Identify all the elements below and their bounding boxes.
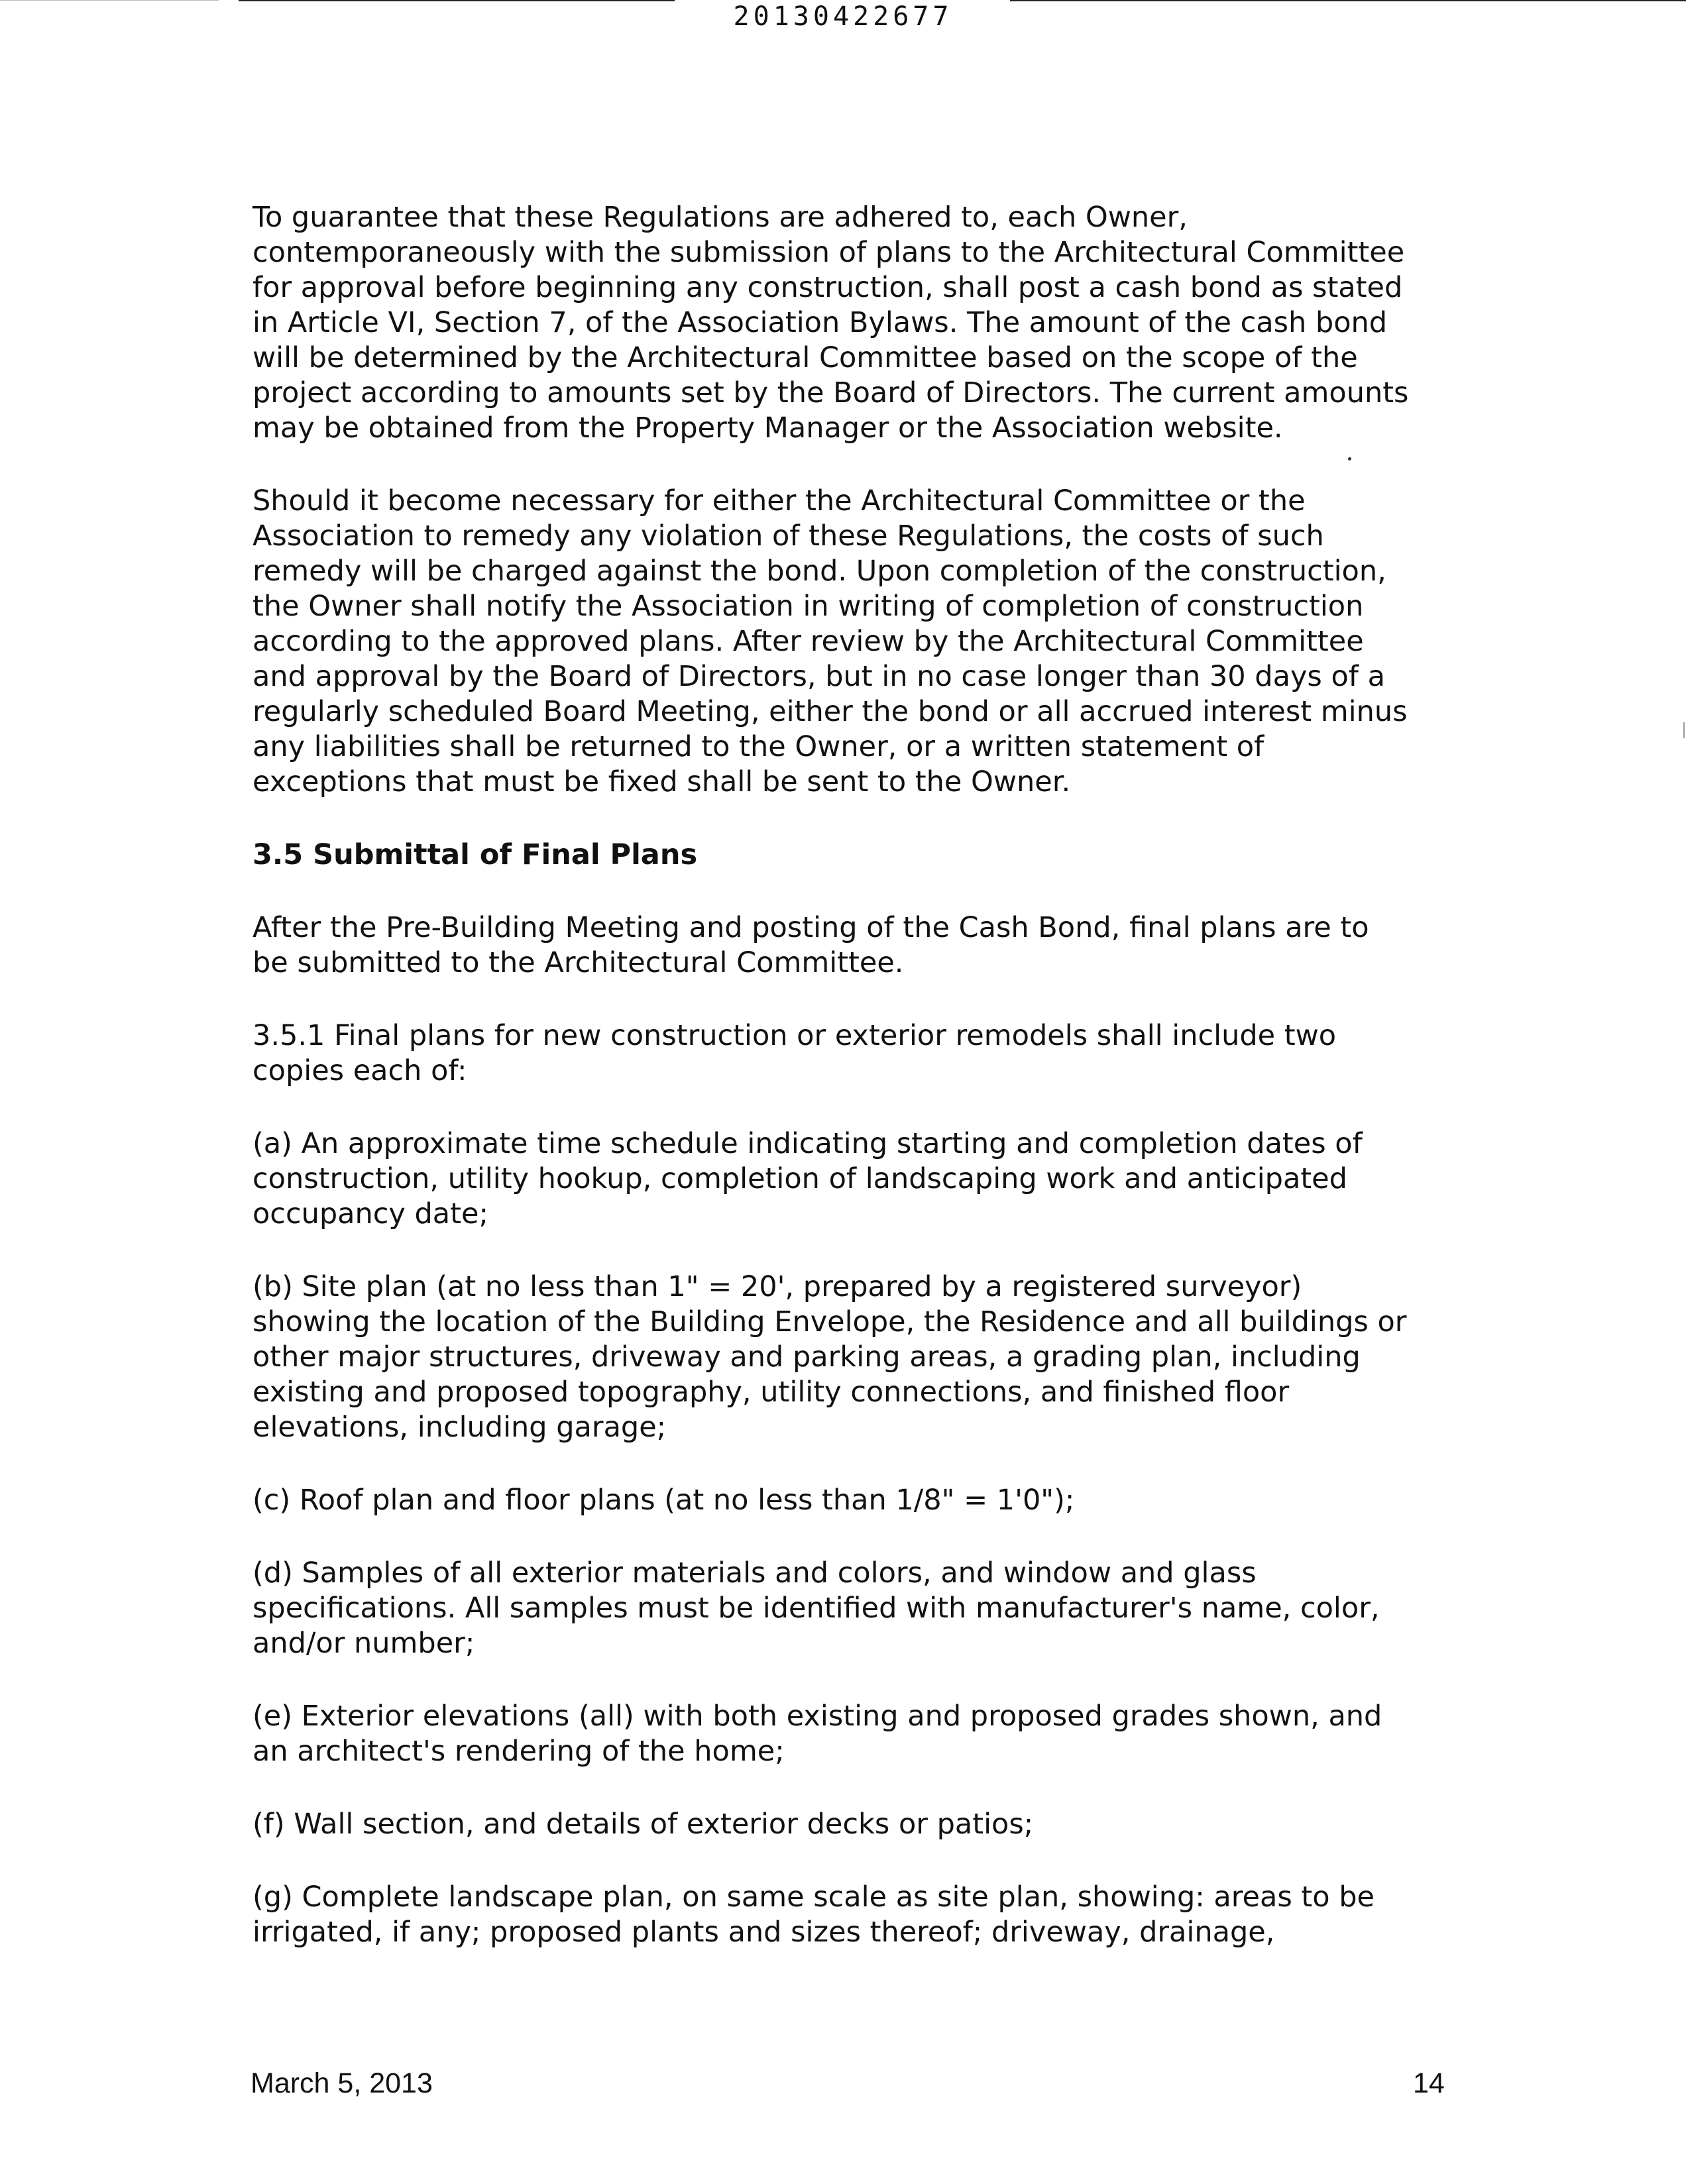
intro-paragraph: After the Pre-Building Meeting and posting of the Cash Bond, final plans are to be submitted to the Architectural Committee. — [253, 911, 1369, 979]
document-number: 20130422677 — [733, 1, 953, 32]
scan-edge-line — [0, 0, 219, 1]
scan-edge-mark — [1683, 722, 1685, 738]
bond-paragraph: To guarantee that these Regulations are adhered to, each Owner, contemporaneously with the submission of plans to the Architectural Committee for approval before beginning any construction, shall post a cash bond as stated in Article VI, Section 7, of the Association Bylaws. The amount of the cash bond will be determined by the Architectural Committee based on the scope of the project according to amounts set by the Board of Directors. The current amounts may be obtained from the Property Manager or the Association website. — [253, 201, 1409, 445]
list-item-d: (d) Samples of all exterior materials and colors, and window and glass specifications. All samples must be identified with manufacturer's name, color, and/or number; — [253, 1556, 1380, 1660]
section-heading: 3.5 Submittal of Final Plans — [253, 838, 698, 871]
list-item-b: (b) Site plan (at no less than 1" = 20', prepared by a registered surveyor) showing the location of the Building Envelope, the Residence and all buildings or other major structures, driveway and parking areas, a grading plan, including existing and proposed topography, utility connections, and finished floor elevations, including garage; — [253, 1270, 1407, 1444]
page-body — [253, 200, 1459, 1950]
list-item-a: (a) An approximate time schedule indicating starting and completion dates of construction, utility hookup, completion of landscaping work and anticipated occupancy date; — [253, 1127, 1363, 1230]
list-item-g: (g) Complete landscape plan, on same scale as site plan, showing: areas to be irrigated, if any; proposed plants and sizes thereof; driveway, drainage, — [253, 1881, 1375, 1949]
subsection-paragraph: 3.5.1 Final plans for new construction or exterior remodels shall include two copies each of: — [253, 1019, 1337, 1087]
page-number: 14 — [1413, 2067, 1445, 2099]
list-item-c: (c) Roof plan and floor plans (at no less than 1/8" = 1'0"); — [253, 1484, 1075, 1517]
list-item-f: (f) Wall section, and details of exterior decks or patios; — [253, 1808, 1034, 1841]
footer-date: March 5, 2013 — [251, 2067, 433, 2099]
list-item-e: (e) Exterior elevations (all) with both existing and proposed grades shown, and an architect's rendering of the home; — [253, 1700, 1382, 1768]
remedy-paragraph: Should it become necessary for either the Architectural Committee or the Association to remedy any violation of these Regulations, the costs of such remedy will be charged against the bond. Upon completion of the construction, the Owner shall notify the Association in writing of completion of construction according to the approved plans. After review by the Architectural Committee and approval by the Board of Directors, but in no case longer than 30 days of a regularly scheduled Board Meeting, either the bond or all accrued interest minus any liabilities shall be returned to the Owner, or a written statement of exceptions that must be fixed shall be sent to the Owner. — [253, 484, 1408, 798]
scan-speck — [1348, 457, 1351, 461]
